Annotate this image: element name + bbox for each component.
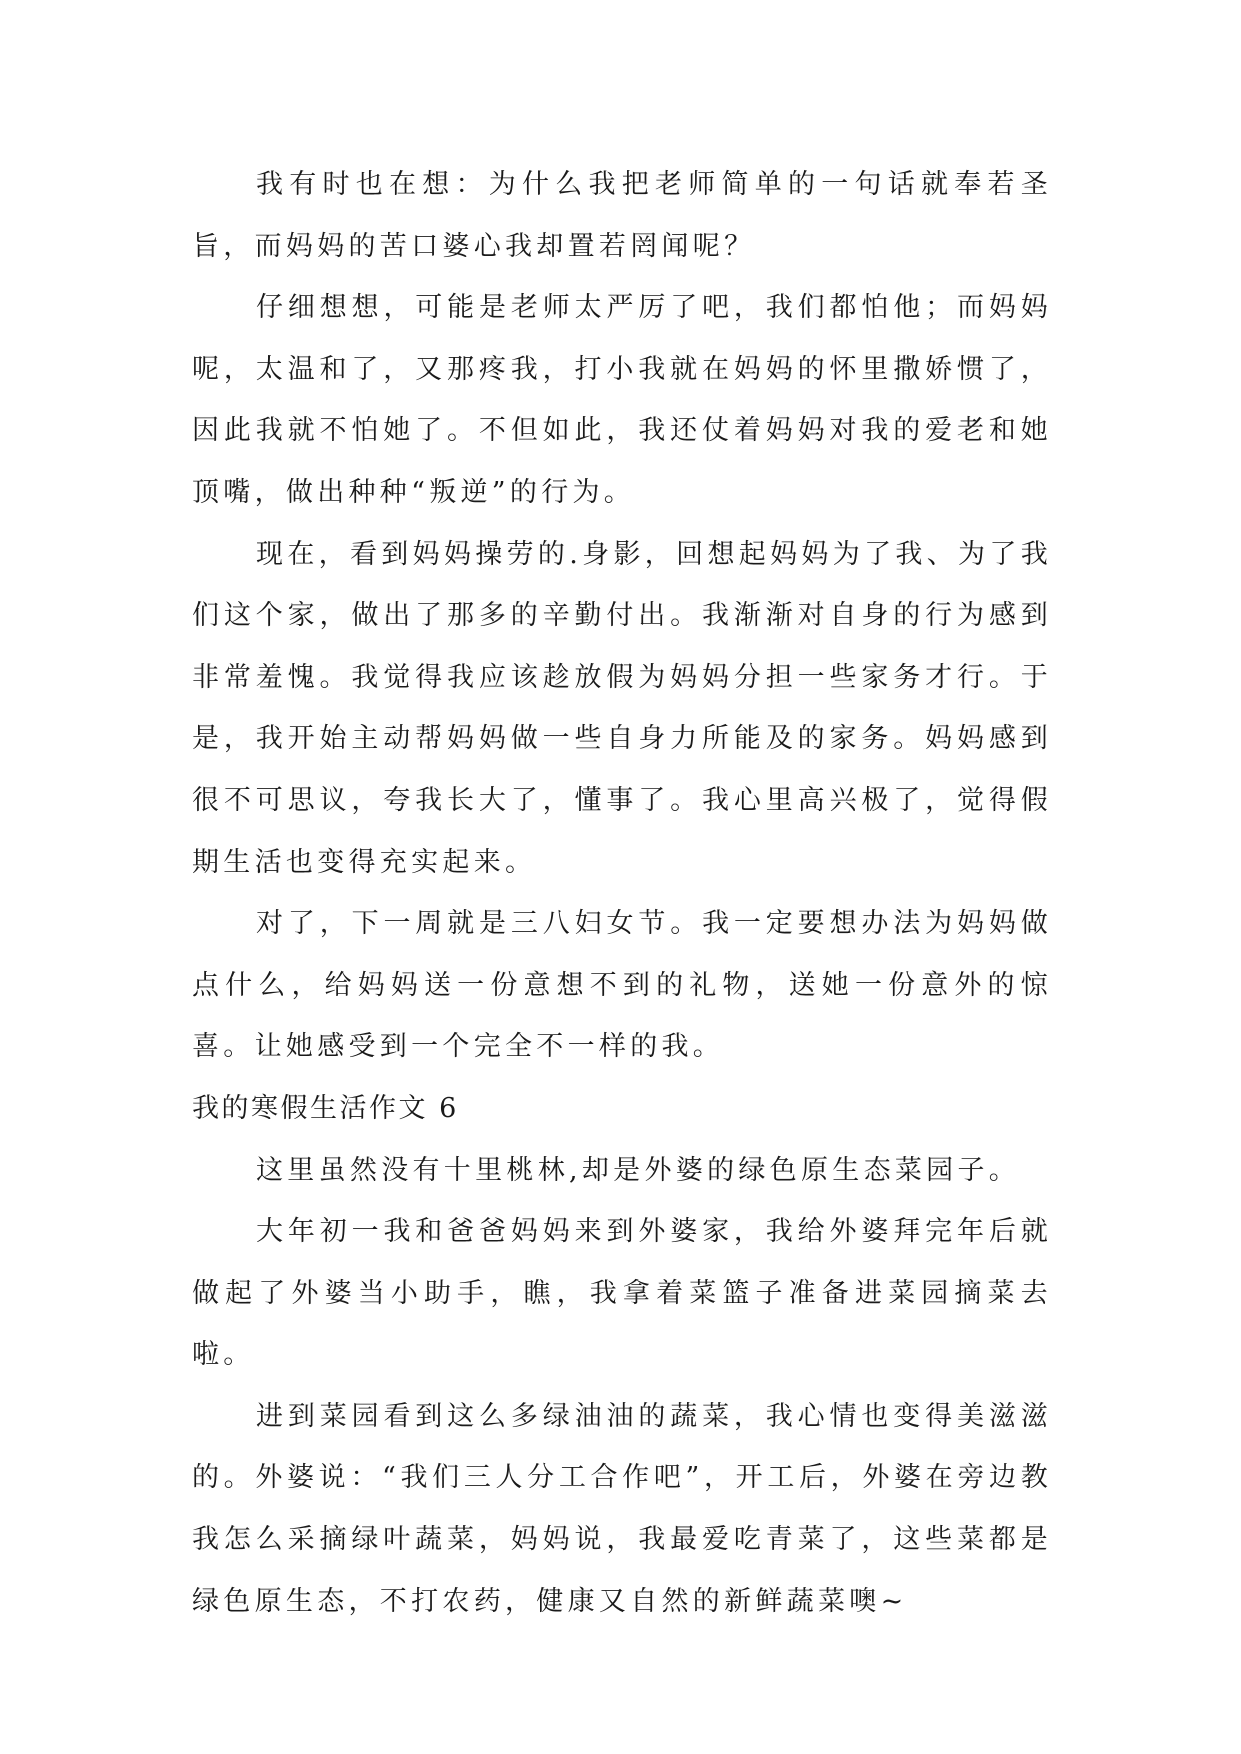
paragraph: 我有时也在想：为什么我把老师简单的一句话就奉若圣旨，而妈妈的苦口婆心我却置若罔闻呢？ xyxy=(192,169,1052,262)
paragraph: 现在，看到妈妈操劳的.身影，回想起妈妈为了我、为了我们这个家，做出了那多的辛勤付出。我渐渐对自身的行为感到非常羞愧。我觉得我应该趁放假为妈妈分担一些家务才行。于是，我开始主动帮妈妈做一些自身力所能及的家务。妈妈感到很不可思议，夸我长大了，懂事了。我心里高兴极了，觉得假期生活也变得充实起来。 xyxy=(192,538,1052,878)
paragraph: 进到菜园看到这么多绿油油的蔬菜，我心情也变得美滋滋的。外婆说：“我们三人分工合作吧”，开工后，外婆在旁边教我怎么采摘绿叶蔬菜，妈妈说，我最爱吃青菜了，这些菜都是绿色原生态，不打农药，健康又自然的新鲜蔬菜噢~ xyxy=(192,1400,1052,1617)
document-page xyxy=(192,154,1052,1632)
paragraph: 仔细想想，可能是老师太严厉了吧，我们都怕他；而妈妈呢，太温和了，又那疼我，打小我就在妈妈的怀里撒娇惯了，因此我就不怕她了。不但如此，我还仗着妈妈对我的爱老和她顶嘴，做出种种“叛逆”的行为。 xyxy=(192,292,1052,508)
paragraph: 大年初一我和爸爸妈妈来到外婆家，我给外婆拜完年后就做起了外婆当小助手，瞧，我拿着菜篮子准备进菜园摘菜去啦。 xyxy=(192,1216,1052,1371)
section-title: 我的寒假生活作文 6 xyxy=(192,1092,459,1124)
paragraph: 对了，下一周就是三八妇女节。我一定要想办法为妈妈做点什么，给妈妈送一份意想不到的礼物，送她一份意外的惊喜。让她感受到一个完全不一样的我。 xyxy=(192,908,1052,1063)
paragraph: 这里虽然没有十里桃林,却是外婆的绿色原生态菜园子。 xyxy=(256,1154,1021,1186)
